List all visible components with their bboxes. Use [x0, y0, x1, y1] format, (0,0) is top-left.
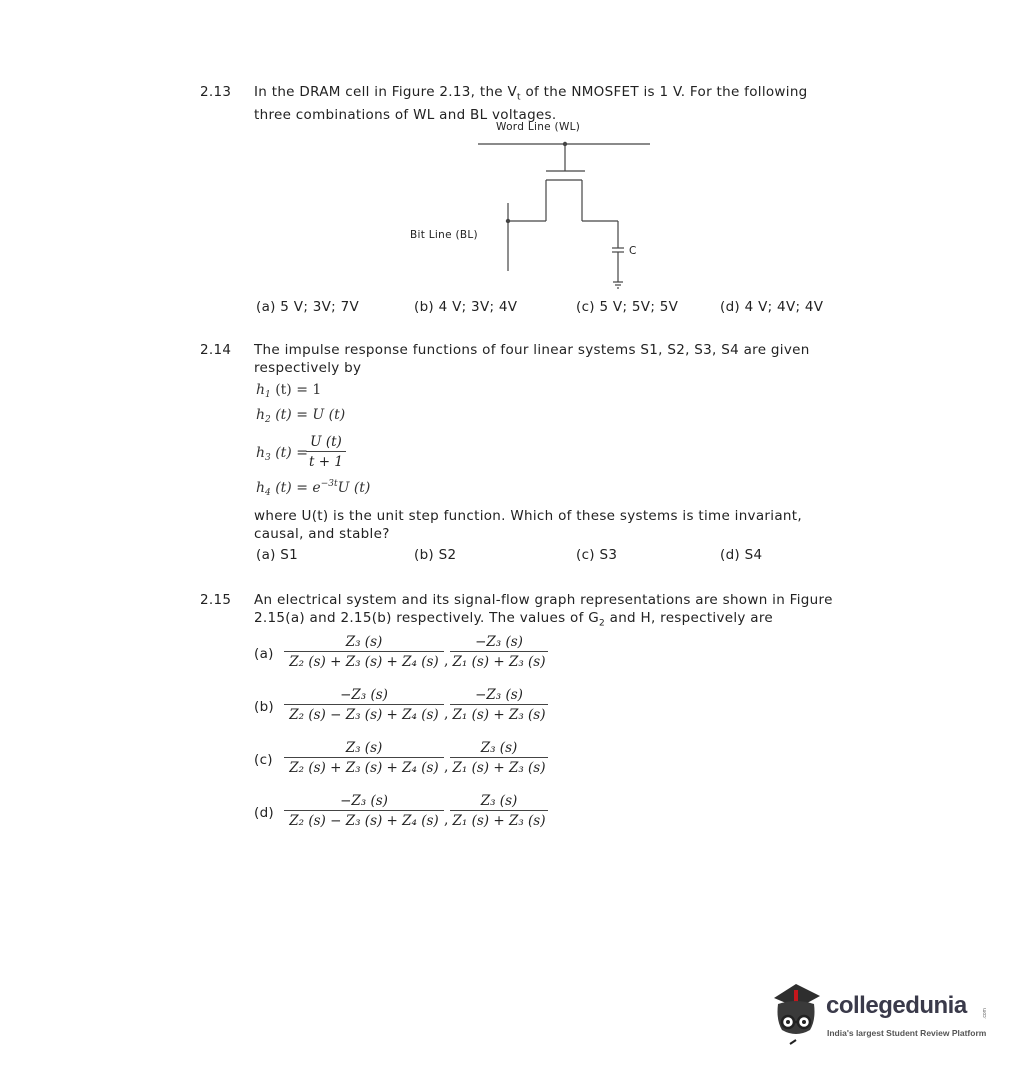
q215-option-d-label: (d) [254, 805, 275, 821]
q214-option-c: (c) S3 [576, 547, 618, 563]
q215-option-d-fraction-1: $\frac{\text{−Z₃ (s)}}{\text{Z₂ (s) − Z₃ (s) + Z₄ (s)}}$ [284, 792, 444, 830]
document-page: 2.13 In the DRAM cell in Figure 2.13, the $V_t$ of the NMOSFET is 1 V. For the following three combinations of WL and BL voltages. Word Line (WL) Bit Line (BL) C (a) 5 V; 3V; 7V (b) 4 V; 3V; 4V (c) 5 V; 5V; 5V (d) 4 V; 4V; 4V 2.14 The impulse response functions of four linear systems S1, S2, S3, S4 are given respectively by $h_1$ (t) = 1 $h_2$ (t) = U (t) $h_3$ (t) = $\frac{U (t)}{t + 1}$ $h_4$ $(t) = e^{-3t}U$ (t) where U(t) is the unit step function. Which of these systems is time invariant, causal, and stable? (a) S1 (b) S2 (c) S3 (d) S4 2.15 An electrical system and its signal-flow graph representations are shown in Figure 2.15(a) and 2.15(b) respectively. The values of $G_2$ and H, respectively are (a) $\frac{\text{Z₃ (s)}}{\text{Z₂ (s) + Z₃ (s) + Z₄ (s)}}$ , $\frac{\text{−Z₃ (s)}}{\text{Z₁ (s) + Z₃ (s)}}$ (b) $\frac{\text{−Z₃ (s)}}{\text{Z₂ (s) − Z₃ (s) + Z₄ (s)}}$ , $\frac{\text{−Z₃ (s)}}{\text{Z₁ (s) + Z₃ (s)}}$ (c) $\frac{\text{Z₃ (s)}}{\text{Z₂ (s) + Z₃ (s) + Z₄ (s)}}$ , $\frac{\text{Z₃ (s)}}{\text{Z₁ (s) + Z₃ (s)}}$ (d) $\frac{\text{−Z₃ (s)}}{\text{Z₂ (s) − Z₃ (s) + Z₄ (s)}}$ , $\frac{\text{Z₃ (s)}}{\text{Z₁ (s) + Z₃ (s)}}$ collegedunia .com India's largest Student Review Platform [0, 0, 1025, 1087]
q213-option-b: (b) 4 V; 3V; 4V [414, 299, 518, 315]
q213-option-c: (c) 5 V; 5V; 5V [576, 299, 679, 315]
q215-option-c-label: (c) [254, 752, 273, 768]
h3-fraction [306, 433, 346, 471]
mascot-icon [766, 980, 826, 1048]
q215-option-a-fraction-2: $\frac{\text{−Z₃ (s)}}{\text{Z₁ (s) + Z₃ (s)}}$ [450, 633, 548, 671]
q213-option-d: (d) 4 V; 4V; 4V [720, 299, 824, 315]
collegedunia-logo [766, 980, 996, 1050]
logo-tagline: India's largest Student Review Platform [827, 1028, 987, 1038]
question-number-2-15: 2.15 [200, 592, 232, 608]
h3-denominator: t + 1 [306, 451, 346, 471]
vt-subscript: t [517, 92, 521, 103]
q214-option-a: (a) S1 [256, 547, 299, 563]
bit-line-node [506, 219, 510, 223]
q214-line1: The impulse response functions of four linear systems S1, S2, S3, S4 are given [254, 342, 810, 358]
logo-dot-com: .com [982, 1008, 988, 1019]
question-2-15-text: An electrical system and its signal-flow graph representations are shown in Figure 2.15(a) and 2.15(b) respectively. The values of $G_2$ and H, respectively are [254, 592, 833, 629]
logo-wordmark: collegedunia [826, 992, 967, 1019]
q214-line2: respectively by [254, 359, 362, 376]
q214-option-d: (d) S4 [720, 547, 763, 563]
q213-line1: In the DRAM cell in Figure 2.13, the V [254, 84, 518, 100]
q215-option-c-fraction-1: $\frac{\text{Z₃ (s)}}{\text{Z₂ (s) + Z₃ (s) + Z₄ (s)}}$ [284, 739, 444, 777]
capacitor-label: C [629, 245, 637, 257]
q215-option-a-label: (a) [254, 646, 274, 662]
q215-option-d-fraction-2: $\frac{\text{Z₃ (s)}}{\text{Z₁ (s) + Z₃ (s)}}$ [450, 792, 548, 830]
bit-line-label: Bit Line (BL) [410, 229, 478, 241]
question-number-2-14: 2.14 [200, 342, 232, 358]
h3-numerator: U (t) [310, 434, 342, 450]
q215-option-a-fraction-1: $\frac{\text{Z₃ (s)}}{\text{Z₂ (s) + Z₃ (s) + Z₄ (s)}}$ [284, 633, 444, 671]
equation-h2: $h_2$ (t) = U (t) [256, 407, 346, 425]
q213-line1b: of the NMOSFET is 1 V. For the following [520, 84, 808, 100]
equation-h3: $h_3$ (t) = [256, 445, 308, 463]
q214-where-text: where U(t) is the unit step function. Which of these systems is time invariant, causal, and stable? [254, 508, 802, 542]
q213-line2: three combinations of WL and BL voltages. [254, 107, 557, 124]
equation-h4: $h_4$ $(t) = e^{-3t}U$ (t) [256, 479, 371, 498]
word-line-label: Word Line (WL) [496, 121, 581, 133]
q215-option-b-fraction-2: $\frac{\text{−Z₃ (s)}}{\text{Z₁ (s) + Z₃ (s)}}$ [450, 686, 548, 724]
word-line-node [563, 142, 567, 146]
question-2-14-text [254, 342, 854, 377]
q215-option-b-label: (b) [254, 699, 275, 715]
question-2-13-text [254, 84, 854, 125]
question-number-2-13: 2.13 [200, 84, 232, 100]
dram-cell-diagram [470, 135, 670, 300]
equation-h1: $h_1$ (t) = 1 [256, 382, 322, 400]
q213-option-a: (a) 5 V; 3V; 7V [256, 299, 360, 315]
q215-option-c-fraction-2: $\frac{\text{Z₃ (s)}}{\text{Z₁ (s) + Z₃ (s)}}$ [450, 739, 548, 777]
q215-option-b-fraction-1: $\frac{\text{−Z₃ (s)}}{\text{Z₂ (s) − Z₃ (s) + Z₄ (s)}}$ [284, 686, 444, 724]
q214-option-b: (b) S2 [414, 547, 457, 563]
